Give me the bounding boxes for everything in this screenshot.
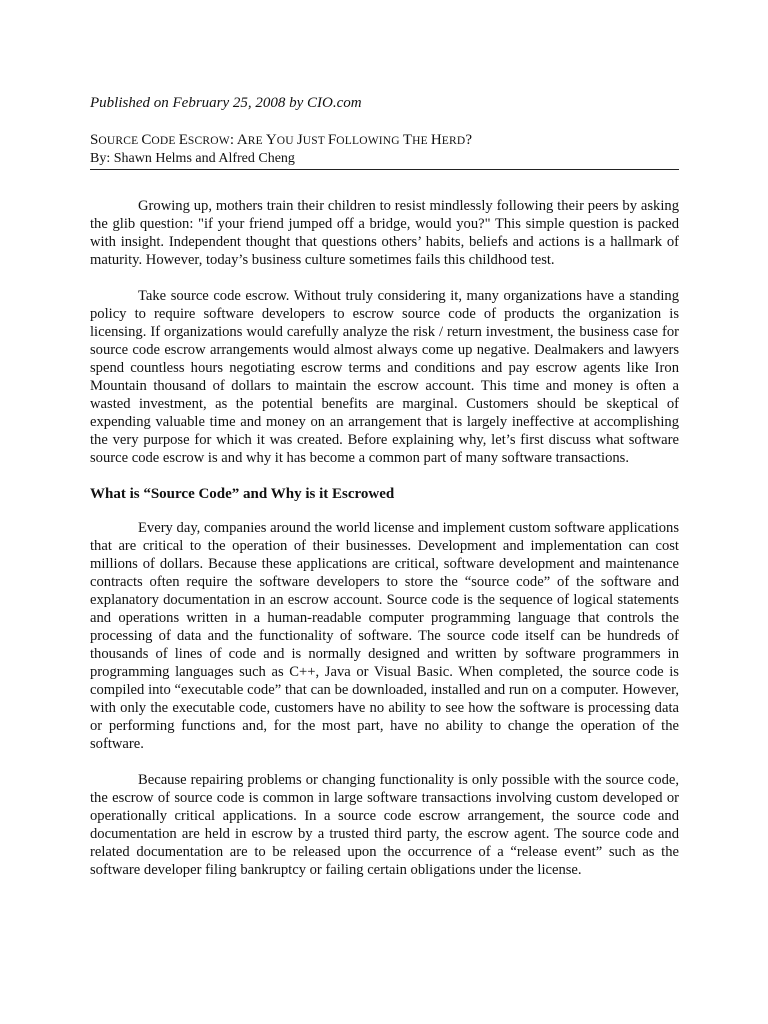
title-part: A — [236, 132, 248, 148]
title-part: OU — [276, 135, 297, 147]
title-part: ERD — [441, 135, 466, 147]
title-part: ODE — [151, 135, 179, 147]
article-body — [90, 197, 679, 879]
title-part: H — [430, 132, 442, 148]
title-part: UST — [302, 135, 328, 147]
title-part: OLLOWING — [336, 135, 403, 147]
publication-line: Published on February 25, 2008 by CIO.com — [90, 95, 362, 111]
title-part: ? — [465, 132, 472, 148]
article-title — [90, 131, 679, 150]
title-part: Y — [265, 132, 277, 148]
title-part: S — [90, 132, 99, 148]
title-part: : — [229, 132, 237, 148]
paragraph-2: Take source code escrow. Without truly considering it, many organizations have a standing policy to require software developers to escrow source code of products the organization is licensing. If organizations would carefully analyze the risk / return investment, the business case for source code escrow arrangements would almost always come up negative. Dealmakers and lawyers spend countless hours negotiating escrow terms and conditions and pay escrow agents like Iron Mountain thousand of dollars to maintain the escrow account. This time and money is often a wasted investment, as the potential benefits are marginal. Customers should be skeptical of expending valuable time and money on an arrangement that is largely ineffective at accomplishing the very purpose for which it was created. Before explaining why, let’s first discuss what software source code escrow is and why it has become a common part of many software transactions. — [90, 288, 679, 466]
title-part: F — [327, 132, 337, 148]
title-part: SCROW — [187, 135, 230, 147]
title-part: HE — [412, 135, 431, 147]
paragraph-3: Every day, companies around the world license and implement custom software applications that are critical to the operation of their businesses. Development and implementation can cost millions of dollars. Because these applications are critical, software development and maintenance contracts often require the software developers to store the “source code” of the software and explanatory documentation in an escrow account. Source code is the sequence of logical statements and operations written in a human-readable computer programming language that controls the processing of data and the functionality of software. The source code itself can be hundreds of thousands of lines of code and is normally designed and written by software programmers in programming languages such as C++, Java or Visual Basic. When completed, the source code is compiled into “executable code” that can be downloaded, installed and run on a computer. However, with only the executable code, customers have no ability to see how the software is processing data or performing functions and, for the most part, have no ability to change the operation of the software. — [90, 520, 679, 752]
title-part: OURCE — [98, 135, 142, 147]
section-heading: What is “Source Code” and Why is it Escrowed — [90, 486, 395, 502]
title-part: J — [296, 132, 303, 148]
paragraph-4: Because repairing problems or changing functionality is only possible with the source code, the escrow of source code is common in large software transactions involving custom developed or operationally critical applications. In a source code escrow arrangement, the source code and documentation are held in escrow by a trusted third party, the escrow agent. The source code and related documentation are to be released upon the occurrence of a “release event” such as the software developer filing bankruptcy or failing certain obligations under the license. — [90, 772, 679, 878]
title-part: C — [141, 132, 152, 148]
paragraph-1: Growing up, mothers train their children to resist mindlessly following their peers by asking the glib question: "if your friend jumped off a bridge, would you?" This simple question is packed with insight. Independent thought that questions others’ habits, beliefs and actions is a hallmark of maturity. However, today’s business culture sometimes fails this childhood test. — [90, 198, 679, 268]
title-part: RE — [247, 135, 266, 147]
byline: By: Shawn Helms and Alfred Cheng — [90, 150, 679, 170]
title-part: E — [178, 132, 188, 148]
title-part: T — [402, 132, 413, 148]
